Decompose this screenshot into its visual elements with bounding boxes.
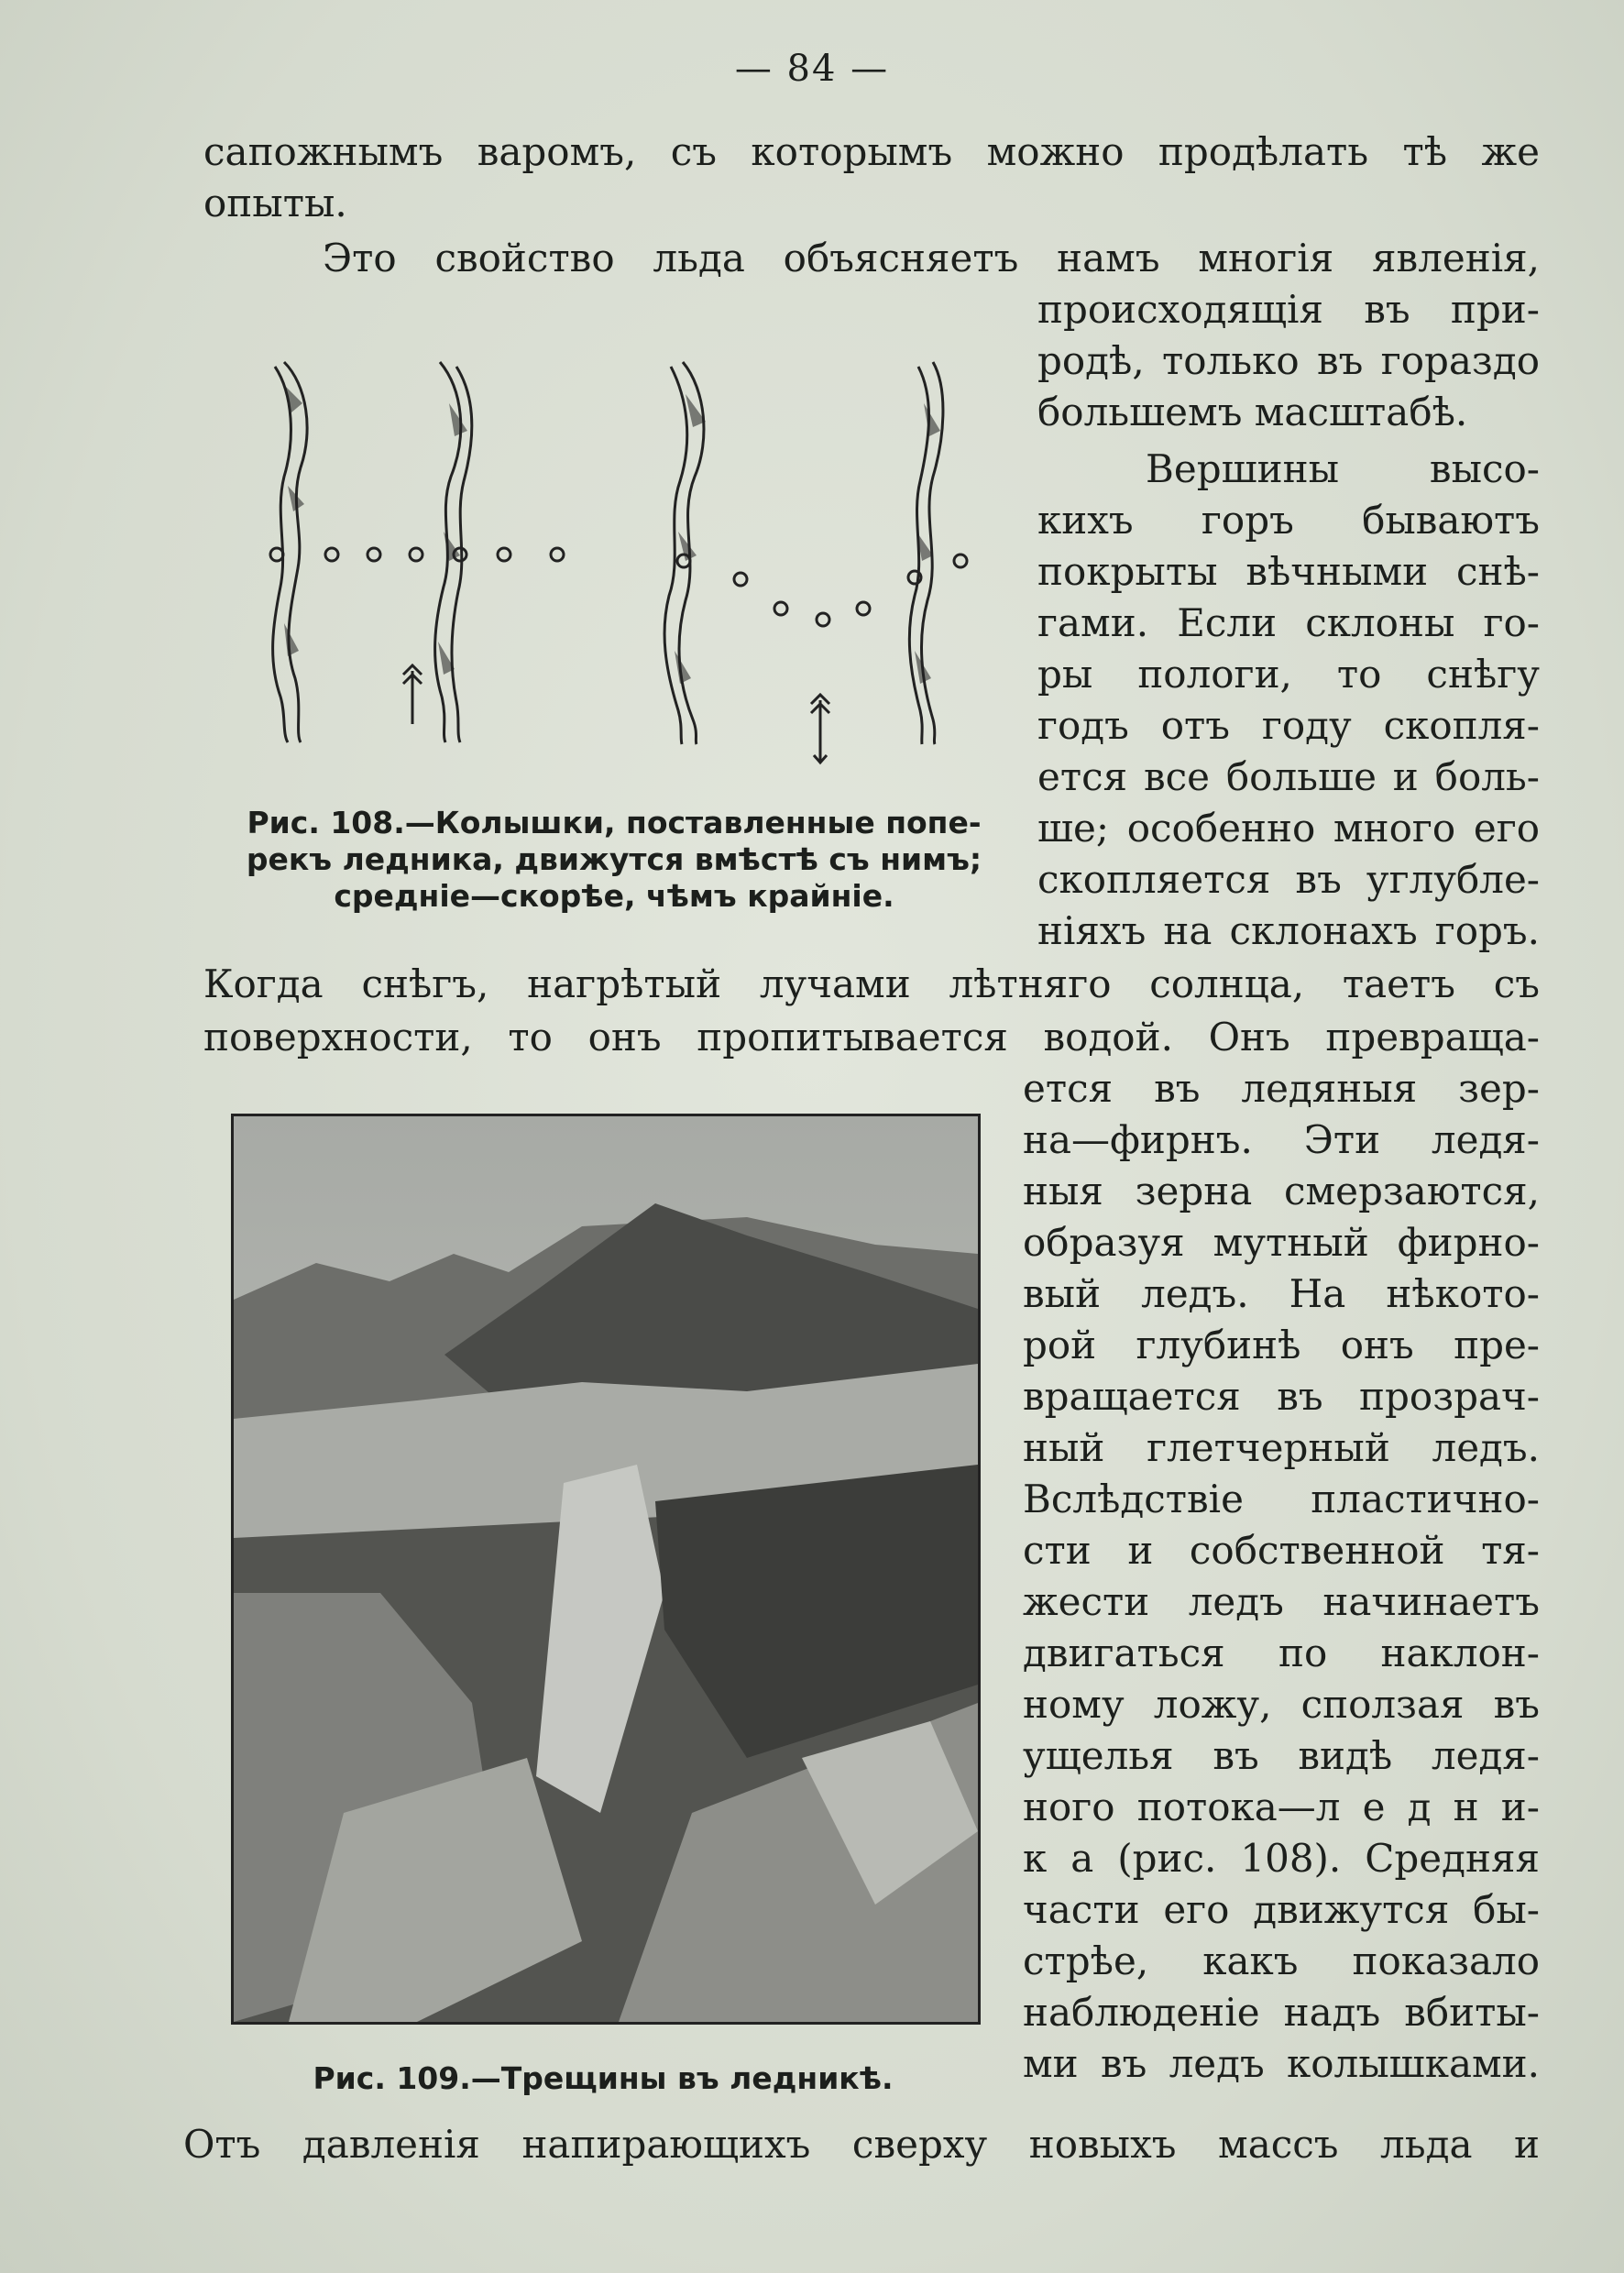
text-line: большемъ масштабѣ.: [1037, 390, 1468, 434]
text-line: наблюденіе надъ вбиты-: [1023, 1990, 1540, 2035]
caption-line: рекъ ледника, движутся вмѣстѣ съ нимъ;: [246, 841, 982, 877]
text-line: рой глубинѣ онъ пре-: [1023, 1323, 1540, 1367]
text-line: сти и собственной тя-: [1023, 1528, 1540, 1573]
stake-marker: [270, 548, 283, 561]
text-line: происходящія въ при-: [1037, 287, 1540, 332]
text-line: на—фирнъ. Эти ледя-: [1023, 1117, 1540, 1162]
figure-109-glacier-photo: [231, 1114, 981, 2025]
glacier-edge-sketch: [284, 362, 307, 742]
stake-marker: [677, 555, 690, 567]
text-line: гами. Если склоны го-: [1037, 600, 1540, 645]
text-line: Вслѣдствіе пластично-: [1023, 1477, 1540, 1521]
right-column-lower: [1023, 1063, 1540, 2090]
text-line: вращается въ прозрач-: [1023, 1374, 1540, 1419]
text-line: ному ложу, сползая въ: [1023, 1682, 1540, 1727]
page-number: — 84 —: [734, 48, 890, 90]
stake-marker: [410, 548, 422, 561]
figure-109-caption: [231, 2060, 975, 2097]
figure-108-caption: [220, 805, 1008, 915]
text-line: сапожнымъ варомъ, съ которымъ можно продѣлать тѣ же: [203, 129, 1540, 174]
text-line: опыты.: [203, 181, 347, 225]
text-line: ніяхъ на склонахъ горъ.: [1037, 908, 1540, 953]
text-line: части его движутся бы-: [1023, 1887, 1540, 1932]
stake-marker: [498, 548, 510, 561]
stake-marker: [325, 548, 338, 561]
text-line: ного потока—л е д н и-: [1023, 1784, 1540, 1829]
text-line: Это свойство льда объясняетъ намъ многія явленія,: [323, 236, 1540, 280]
text-line: родѣ, только въ гораздо: [1037, 338, 1540, 383]
caption-line: средніе—скорѣе, чѣмъ крайніе.: [334, 878, 894, 914]
text-line: Вершины высо-: [1146, 446, 1540, 491]
flow-arrow: [811, 695, 829, 763]
flow-arrow: [403, 665, 422, 724]
text-line: к а (рис. 108). Средняя: [1023, 1836, 1540, 1881]
text-line: жести ледъ начинаетъ: [1023, 1579, 1540, 1624]
caption-line: Рис. 108.—Колышки, поставленные попе-: [247, 805, 982, 840]
stake-marker: [368, 548, 380, 561]
text-line: ры пологи, то снѣгу: [1037, 652, 1540, 697]
text-line: Когда снѣгъ, нагрѣтый лучами лѣтняго солнца, таетъ съ: [203, 961, 1540, 1006]
text-line: ныя зерна смерзаются,: [1023, 1169, 1540, 1213]
text-line: поверхности, то онъ пропитывается водой. Онъ превраща-: [203, 1015, 1540, 1060]
text-line: кихъ горъ бываютъ: [1037, 498, 1540, 543]
stake-marker: [817, 613, 829, 626]
stake-marker: [857, 602, 870, 615]
stake-marker: [734, 573, 747, 586]
text-line: образуя мутный фирно-: [1023, 1220, 1540, 1265]
stake-marker: [551, 548, 564, 561]
text-line: двигаться по наклон-: [1023, 1631, 1540, 1675]
right-column-upper: [1037, 284, 1540, 957]
text-line: годъ отъ году скопля-: [1037, 703, 1540, 748]
stake-marker: [954, 555, 967, 567]
text-line: скопляется въ углубле-: [1037, 857, 1540, 902]
text-line: ше; особенно много его: [1037, 806, 1540, 851]
text-line: стрѣе, какъ показало: [1023, 1938, 1540, 1983]
caption-line: Рис. 109.—Трещины въ ледникѣ.: [313, 2060, 894, 2096]
figure-108-glacier-stakes: [247, 348, 999, 770]
stake-marker: [774, 602, 787, 615]
text-line: вый ледъ. На нѣкото-: [1023, 1271, 1540, 1316]
text-line: ный глетчерный ледъ.: [1023, 1425, 1540, 1470]
text-line: Отъ давленія напирающихъ сверху новыхъ массъ льда и: [183, 2122, 1540, 2167]
text-line: покрыты вѣчными снѣ-: [1037, 549, 1540, 594]
text-line: ется въ ледяныя зер-: [1023, 1066, 1540, 1111]
text-line: ется все больше и боль-: [1037, 754, 1540, 799]
text-line: ущелья въ видѣ ледя-: [1023, 1733, 1540, 1778]
text-line: ми въ ледъ колышками.: [1023, 2041, 1540, 2086]
